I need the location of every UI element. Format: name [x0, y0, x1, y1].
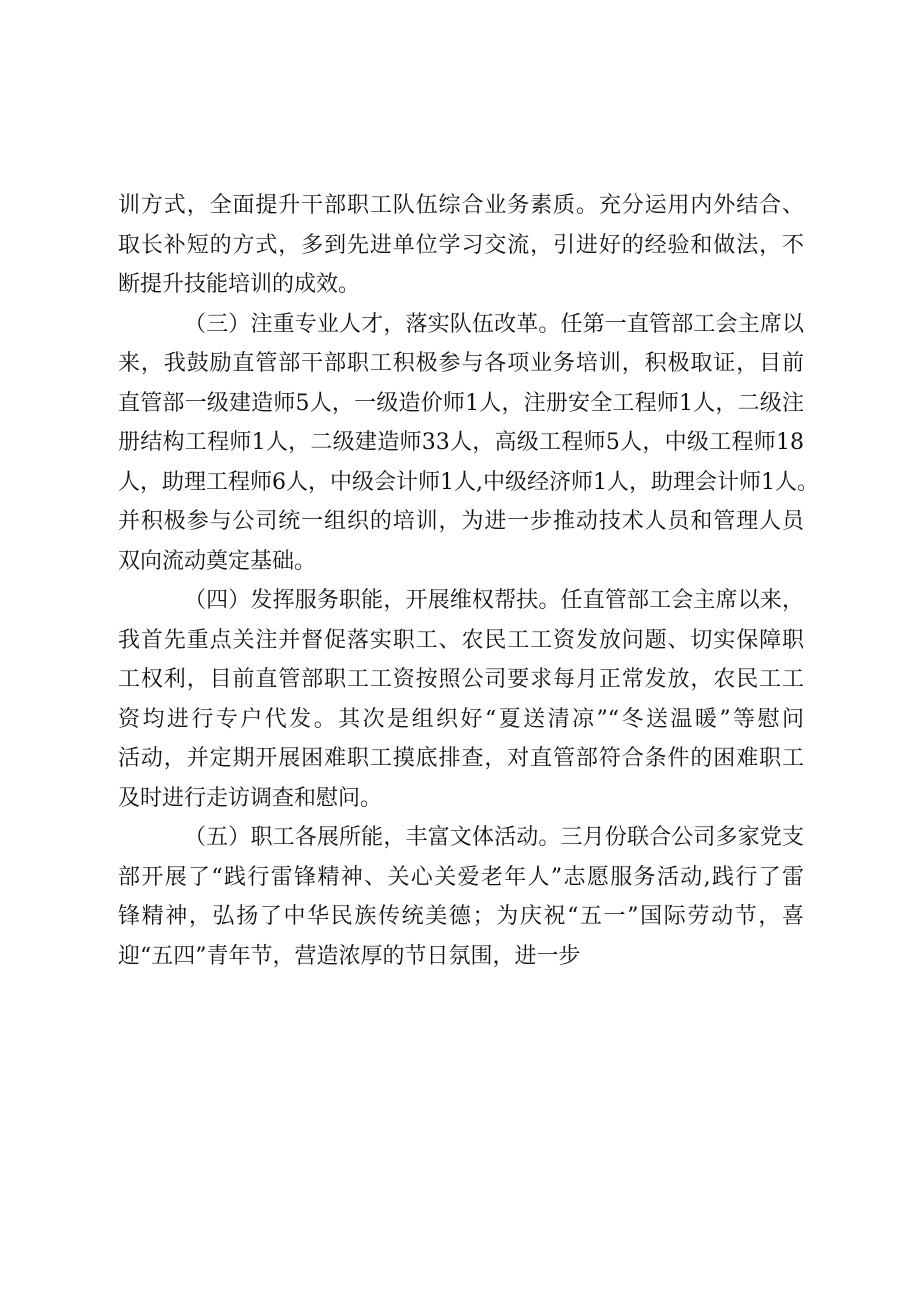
- paragraph: [118, 581, 804, 818]
- text-line: 部开展了“践行雷锋精神、关心关爱老年人”志愿服务活动,践行了雷: [118, 864, 804, 890]
- text-line: 活动，并定期开展困难职工摸底排查，对直管部符合条件的困难职工: [118, 746, 804, 771]
- text-line: （五）职工各展所能，丰富文体活动。三月份联合公司多家党支: [184, 825, 804, 850]
- text-line: （三）注重专业人才，落实队伍改革。任第一直管部工会主席以: [184, 311, 804, 337]
- text-line: 来，我鼓励直管部干部职工积极参与各项业务培训，积极取证，目前: [118, 351, 804, 376]
- text-line: 迎“五四”青年节，营造浓厚的节日氛围，进一步: [118, 943, 581, 969]
- text-line: 人，助理工程师6人，中级会计师1人,中级经济师1人，助理会计师1人。: [118, 469, 819, 495]
- text-line: 工权利，目前直管部职工工资按照公司要求每月正常发放，农民工工: [118, 667, 804, 692]
- text-line: 册结构工程师1人，二级建造师33人，高级工程师5人，中级工程师18: [118, 430, 804, 455]
- text-line: 锋精神，弘扬了中华民族传统美德；为庆祝“五一”国际劳动节，喜: [118, 904, 804, 929]
- text-line: 断提升技能培训的成效。: [118, 272, 361, 297]
- paragraph: [118, 818, 804, 976]
- text-line: 直管部一级建造师5人，一级造价师1人，注册安全工程师1人，二级注: [118, 390, 804, 416]
- paragraph: [118, 305, 819, 582]
- text-line: 资均进行专户代发。其次是组织好“夏送清凉”“冬送温暖”等慰问: [118, 706, 804, 732]
- document-body: [118, 186, 819, 976]
- text-line: 我首先重点关注并督促落实职工、农民工工资发放问题、切实保障职: [118, 627, 804, 653]
- text-line: 并积极参与公司统一组织的培训，为进一步推动技术人员和管理人员: [118, 509, 804, 534]
- paragraph: [118, 186, 804, 305]
- text-line: 取长补短的方式，多到先进单位学习交流，引进好的经验和做法，不: [118, 232, 804, 258]
- text-line: 双向流动奠定基础。: [118, 548, 317, 574]
- text-line: 及时进行走访调查和慰问。: [118, 785, 383, 811]
- text-line: （四）发挥服务职能，开展维权帮扶。任直管部工会主席以来，: [184, 588, 804, 613]
- text-line: 训方式，全面提升干部职工队伍综合业务素质。充分运用内外结合、: [118, 193, 804, 218]
